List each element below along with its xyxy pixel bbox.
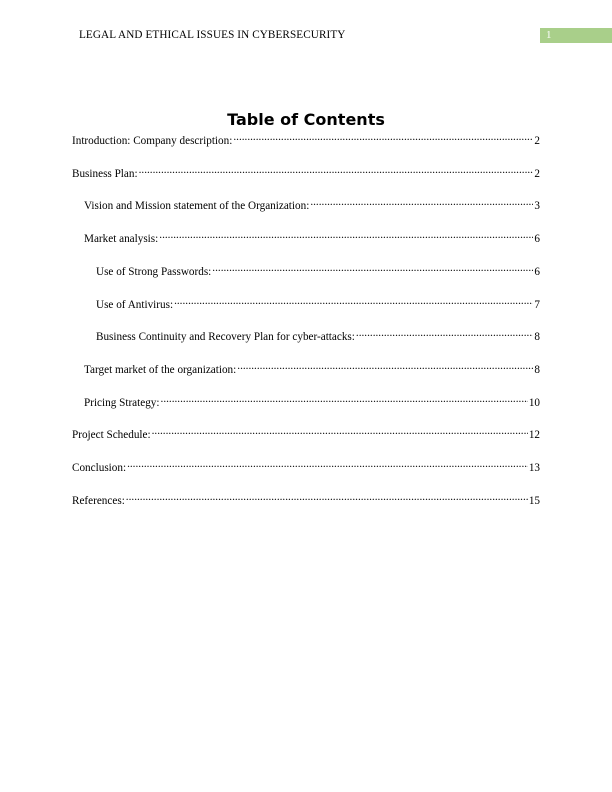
toc-entry[interactable] <box>96 326 540 344</box>
toc-entry[interactable] <box>84 195 540 213</box>
toc-entry-text: Target market of the organization: <box>84 363 237 376</box>
toc-entry-text: Conclusion: <box>72 462 127 474</box>
toc-entry-page: 8 <box>534 331 540 344</box>
toc-entry-text: Market analysis: <box>84 233 159 246</box>
toc-dot-leader <box>127 457 528 471</box>
toc-dot-leader <box>174 294 533 308</box>
toc-dot-leader <box>126 490 528 504</box>
toc-dot-leader <box>212 261 533 275</box>
toc-entry-page: 2 <box>534 167 540 180</box>
toc-entry[interactable] <box>72 457 540 474</box>
toc-entry[interactable] <box>96 261 540 278</box>
toc-entry[interactable] <box>96 294 540 311</box>
toc-entry-page: 15 <box>528 494 540 507</box>
toc-entry-text: Vision and Mission statement of the Organization: <box>84 200 310 213</box>
page-number: 1 <box>546 29 552 41</box>
toc-entry-page: 2 <box>534 135 540 147</box>
toc-entry-page: 12 <box>528 429 540 442</box>
toc-dot-leader <box>161 392 528 406</box>
toc-dot-leader <box>159 228 533 242</box>
toc-entry-page: 13 <box>528 462 540 474</box>
toc-entry[interactable] <box>84 392 540 409</box>
toc-entry-text: References: <box>72 494 125 507</box>
toc-entry[interactable] <box>72 130 540 147</box>
toc-dot-leader <box>152 424 528 438</box>
toc-entry-text: Use of Antivirus: <box>96 298 174 311</box>
toc-dot-leader <box>233 130 533 144</box>
toc-entry-text: Use of Strong Passwords: <box>96 265 212 278</box>
page-number-box <box>540 28 612 43</box>
toc-entry-page: 6 <box>534 233 540 246</box>
toc-title <box>0 110 612 129</box>
toc-entry-page: 3 <box>534 200 540 213</box>
toc-entry[interactable] <box>72 424 540 442</box>
toc-dot-leader <box>356 326 534 340</box>
toc-dot-leader <box>310 195 533 209</box>
running-head: LEGAL AND ETHICAL ISSUES IN CYBERSECURITY <box>79 29 346 41</box>
toc-entry-text: Business Continuity and Recovery Plan for cyber-attacks: <box>96 331 355 344</box>
toc-entry[interactable] <box>84 359 540 376</box>
toc-entry[interactable] <box>72 163 540 180</box>
toc-entry-page: 6 <box>534 265 540 278</box>
toc-dot-leader <box>139 163 534 177</box>
toc-entry[interactable] <box>84 228 540 246</box>
toc-entry[interactable] <box>72 490 540 507</box>
toc-entry-page: 7 <box>534 298 540 311</box>
toc-entry-page: 10 <box>528 396 540 409</box>
toc-entry-text: Pricing Strategy: <box>84 396 160 409</box>
toc-entry-text: Project Schedule: <box>72 429 151 442</box>
toc-title-text: Table of Contents <box>227 110 385 129</box>
toc-entry-page: 8 <box>534 363 540 376</box>
toc-entry-text: Business Plan: <box>72 167 138 180</box>
toc-entry-text: Introduction: Company description: <box>72 135 233 147</box>
toc-dot-leader <box>237 359 533 373</box>
